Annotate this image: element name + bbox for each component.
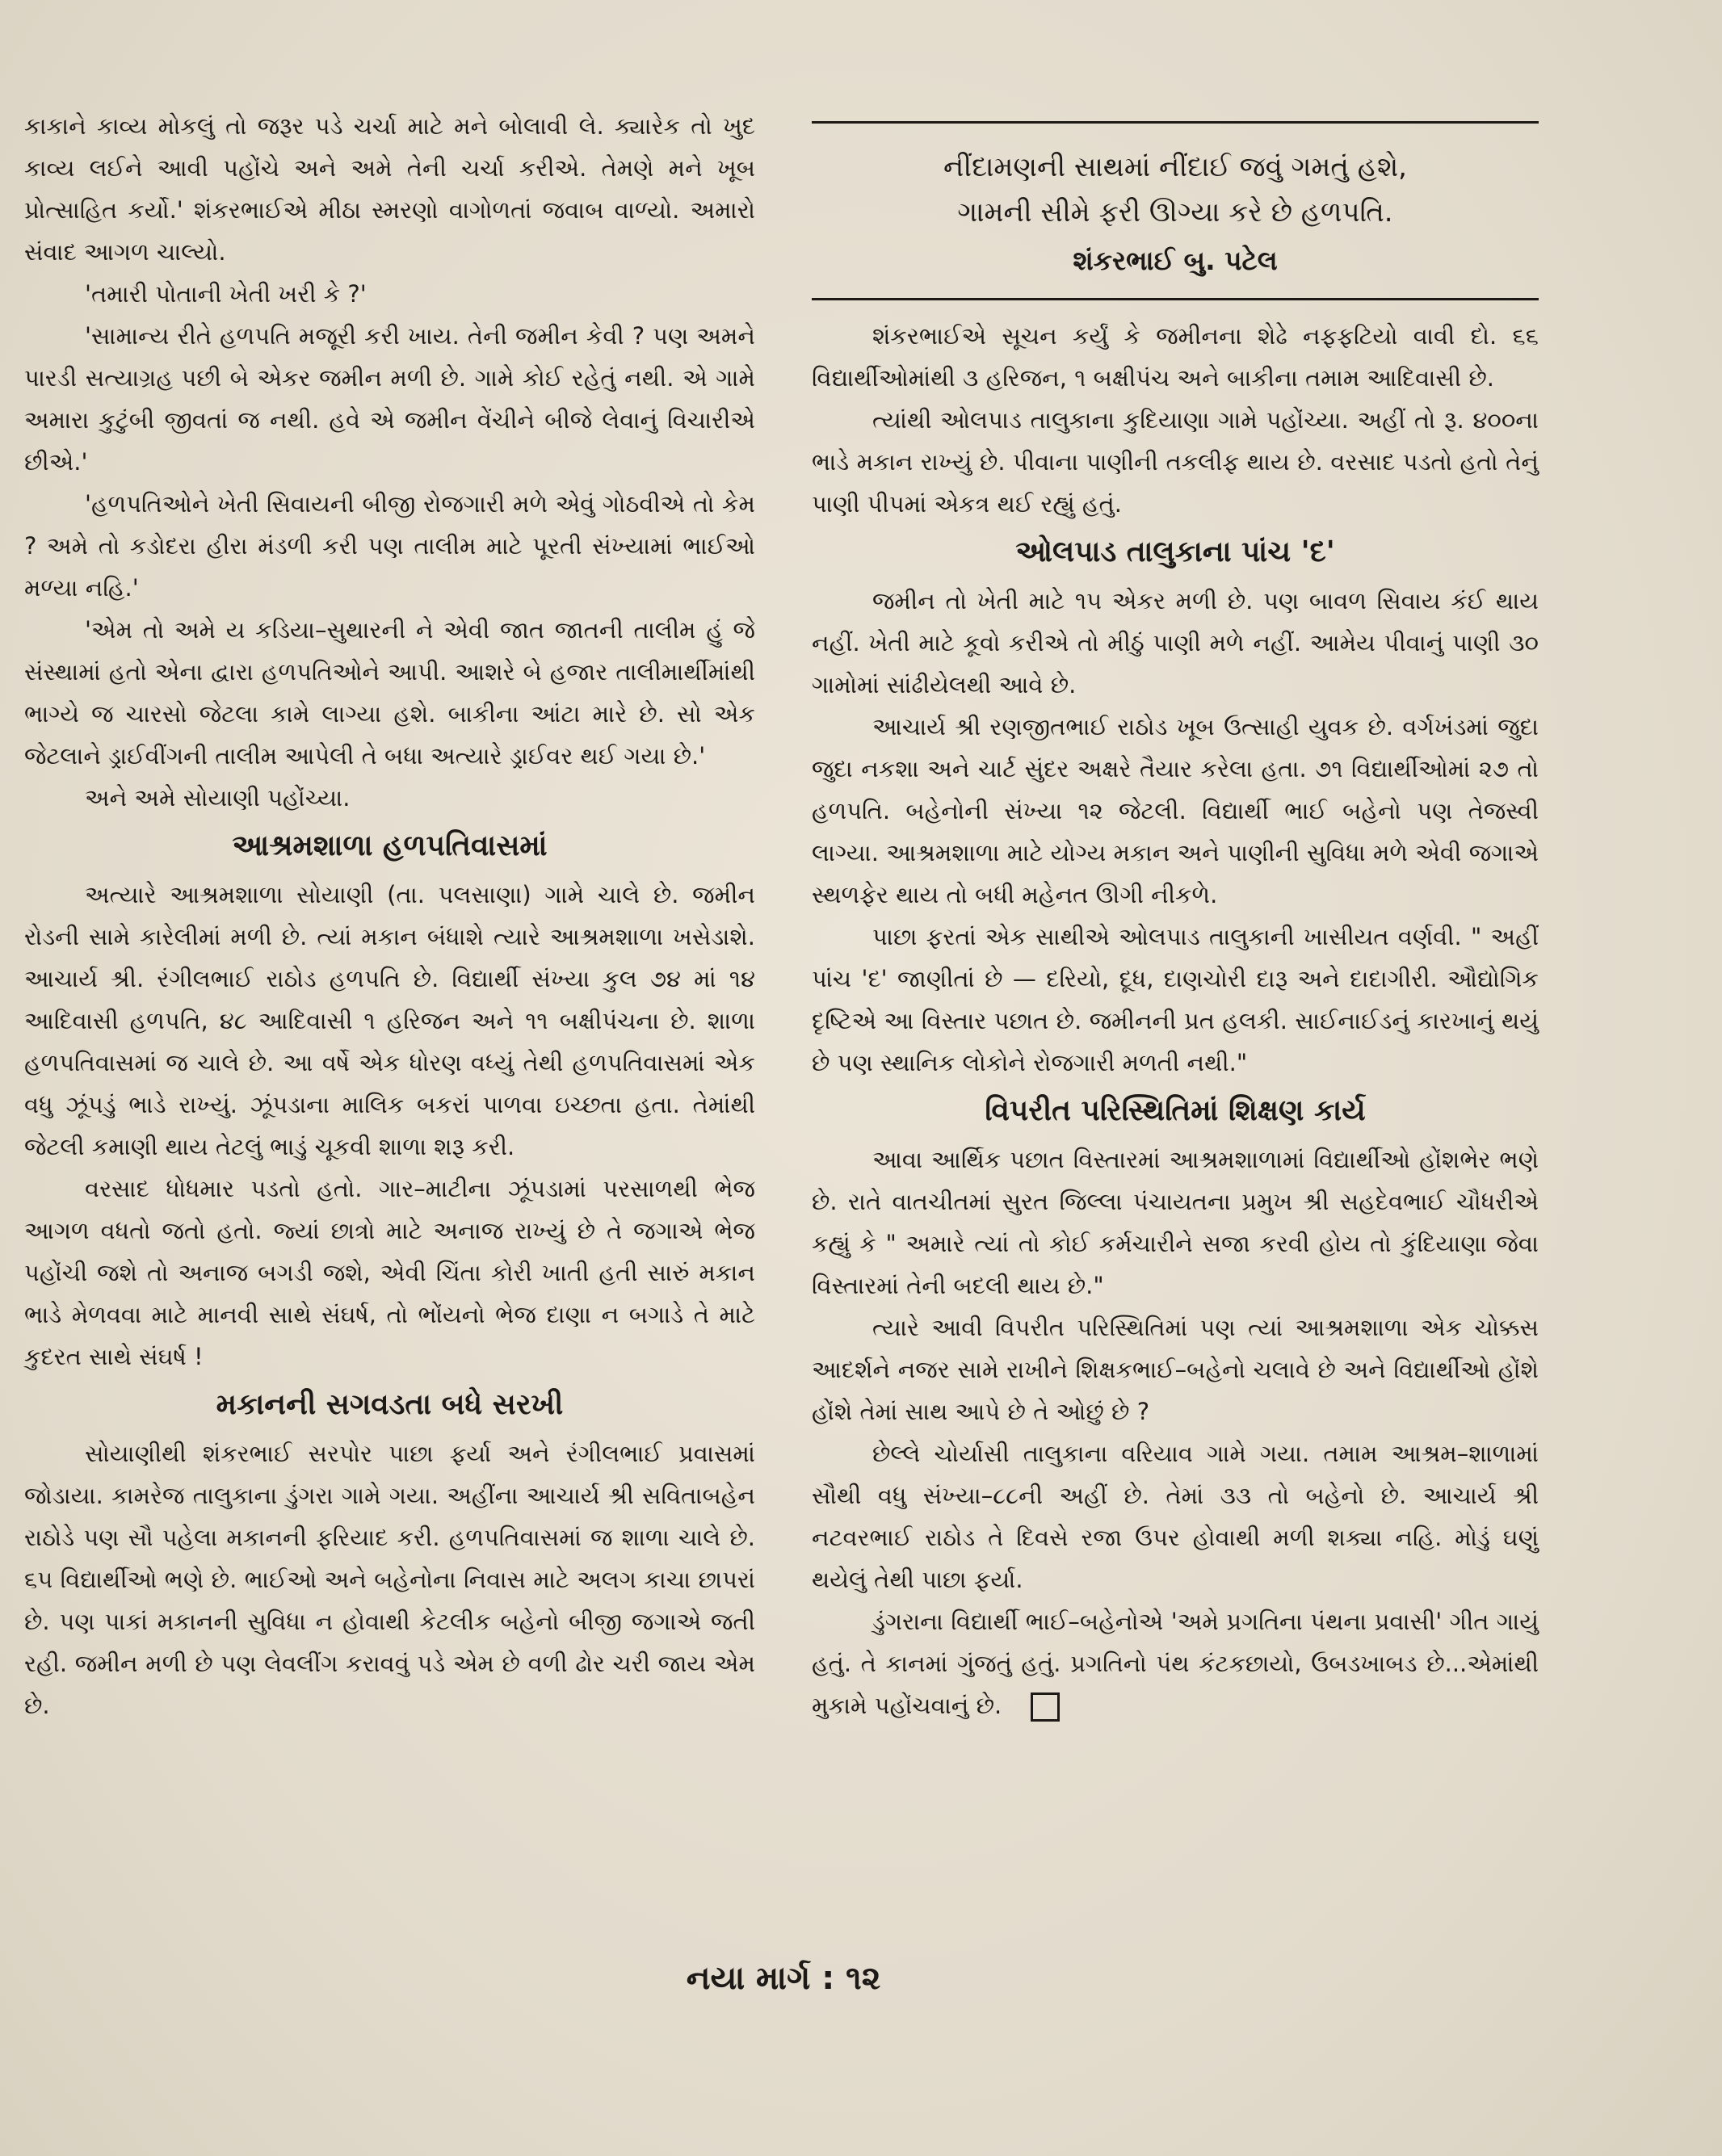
section-heading: મકાનની સગવડતા બધે સરખી [216, 1388, 564, 1421]
paragraph: છેલ્લે ચોર્યાસી તાલુકાના વરિયાવ ગામે ગયા. તમામ આશ્રમ–શાળામાં સૌથી વધુ સંખ્યા–૮૮ની અહીં છે. તેમાં ૩૩ તો બહેનો છે. આચાર્ય શ્રી નટવરભાઈ રાઠોડ તે દિવસે રજા ઉપર હોવાથી મળી શક્યા નહિ. મોડું ઘણું થયેલું તેથી પાછા ફર્યા. [812, 1440, 1539, 1593]
section-heading: વિપરીત પરિસ્થિતિમાં શિક્ષણ કાર્ય [985, 1094, 1366, 1127]
paragraph: શંકરભાઈએ સૂચન કર્યું કે જમીનના શેઢે નફફટિયો વાવી દો. ૬૬ વિદ્યાર્થીઓમાંથી ૩ હરિજન, ૧ બક્ષીપંચ અને બાકીના તમામ આદિવાસી છે. [812, 322, 1539, 392]
paragraph: કાકાને કાવ્ય મોકલું તો જરૂર પડે ચર્ચા માટે મને બોલાવી લે. ક્યારેક તો ખુદ કાવ્ય લઈને આવી પહોંચે અને અમે તેની ચર્ચા કરીએ. તેમણે મને ખૂબ પ્રોત્સાહિત કર્યો.' શંકરભાઈએ મીઠા સ્મરણો વાગોળતાં જવાબ વાળ્યો. અમારો સંવાદ આગળ ચાલ્યો. [24, 112, 755, 266]
poem-line: ગામની સીમે ફરી ઊગ્યા કરે છે હળપતિ. [957, 196, 1393, 229]
paragraph: સોયાણીથી શંકરભાઈ સરપોર પાછા ફર્યા અને રંગીલભાઈ પ્રવાસમાં જોડાયા. કામરેજ તાલુકાના ડુંગરા ગામે ગયા. અહીંના આચાર્ય શ્રી સવિતાબહેન રાઠોડે પણ સૌ પહેલા મકાનની ફરિયાદ કરી. હળપતિવાસમાં જ શાળા ચાલે છે. ૬૫ વિદ્યાર્થીઓ ભણે છે. ભાઈઓ અને બહેનોના નિવાસ માટે અલગ કાચા છાપરાં છે. પણ પાકાં મકાનની સુવિધા ન હોવાથી કેટલીક બહેનો બીજી જગાએ જતી રહી. જમીન મળી છે પણ લેવલીંગ કરાવવું પડે એમ છે વળી ઢોર ચરી જાય એમ છે. [24, 1440, 755, 1719]
end-mark-icon [1031, 1693, 1060, 1722]
paragraph: પાછા ફરતાં એક સાથીએ ઓલપાડ તાલુકાની ખાસીયત વર્ણવી. " અહીં પાંચ 'દ' જાણીતાં છે — દરિયો, દૂધ, દાણચોરી દારૂ અને દાદાગીરી. ઔદ્યોગિક દૃષ્ટિએ આ વિસ્તાર પછાત છે. જમીનની પ્રત હલકી. સાઈનાઈડનું કારખાનું થયું છે પણ સ્થાનિક લોકોને રોજગારી મળતી નથી." [812, 923, 1539, 1076]
paragraph: વરસાદ ધોધમાર પડતો હતો. ગાર–માટીના ઝૂંપડામાં પરસાળથી ભેજ આગળ વધતો જતો હતો. જ્યાં છાત્રો માટે અનાજ રાખ્યું છે તે જગાએ ભેજ પહોંચી જશે તો અનાજ બગડી જશે, એવી ચિંતા કોરી ખાતી હતી સારું મકાન ભાડે મેળવવા માટે માનવી સાથે સંઘર્ષ, તો ભોંયનો ભેજ દાણા ન બગાડે તે માટે કુદરત સાથે સંઘર્ષ ! [24, 1175, 755, 1370]
left-column [24, 105, 755, 1726]
paragraph [812, 1600, 1539, 1726]
poem-author: શંકરભાઈ બુ. પટેલ [1073, 245, 1278, 276]
poem-box [812, 121, 1539, 300]
section-heading: આશ્રમશાળા હળપતિવાસમાં [232, 829, 548, 862]
paragraph: અત્યારે આશ્રમશાળા સોયાણી (તા. પલસાણા) ગામે ચાલે છે. જમીન રોડની સામે કારેલીમાં મળી છે. ત્યાં મકાન બંધાશે ત્યારે આશ્રમશાળા ખસેડાશે. આચાર્ય શ્રી. રંગીલભાઈ રાઠોડ હળપતિ છે. વિદ્યાર્થી સંખ્યા કુલ ૭૪ માં ૧૪ આદિવાસી હળપતિ, ૪૮ આદિવાસી ૧ હરિજન અને ૧૧ બક્ષીપંચના છે. શાળા હળપતિવાસમાં જ ચાલે છે. આ વર્ષે એક ધોરણ વધ્યું તેથી હળપતિવાસમાં એક વધુ ઝૂંપડું ભાડે રાખ્યું. ઝૂંપડાના માલિક બકરાં પાળવા ઇચ્છતા હતા. તેમાંથી જેટલી કમાણી થાય તેટલું ભાડું ચૂકવી શાળા શરૂ કરી. [24, 881, 755, 1160]
right-column [812, 105, 1539, 1726]
poem-line: નીંદામણની સાથમાં નીંદાઈ જવું ગમતું હશે, [943, 151, 1407, 183]
paragraph: ત્યાંથી ઓલપાડ તાલુકાના કુદિયાણા ગામે પહોંચ્યા. અહીં તો રૂ. ૪૦૦ના ભાડે મકાન રાખ્યું છે. પીવાના પાણીની તકલીફ થાય છે. વરસાદ પડતો હતો તેનું પાણી પીપમાં એકત્ર થઈ રહ્યું હતું. [812, 406, 1539, 518]
paragraph: આચાર્ય શ્રી રણજીતભાઈ રાઠોડ ખૂબ ઉત્સાહી યુવક છે. વર્ગખંડમાં જુદા જુદા નકશા અને ચાર્ટ સુંદર અક્ષરે તૈયાર કરેલા હતા. ૭૧ વિદ્યાર્થીઓમાં ૨૭ તો હળપતિ. બહેનોની સંખ્યા ૧૨ જેટલી. વિદ્યાર્થી ભાઈ બહેનો પણ તેજસ્વી લાગ્યા. આશ્રમશાળા માટે યોગ્ય મકાન અને પાણીની સુવિધા મળે એવી જગાએ સ્થળફેર થાય તો બધી મહેનત ઊગી નીકળે. [812, 713, 1539, 908]
paragraph: 'હળપતિઓને ખેતી સિવાયની બીજી રોજગારી મળે એવું ગોઠવીએ તો કેમ ? અમે તો કડોદરા હીરા મંડળી કરી પણ તાલીમ માટે પૂરતી સંખ્યામાં ભાઈઓ મળ્યા નહિ.' [24, 490, 755, 602]
paragraph-text: ડુંગરાના વિદ્યાર્થી ભાઈ–બહેનોએ 'અમે પ્રગતિના પંથના પ્રવાસી' ગીત ગાયું હતું. તે કાનમાં ગુંજતું હતું. પ્રગતિનો પંથ કંટકછાયો, ઉબડખાબડ છે...એમાંથી મુકામે પહોંચવાનું છે. [812, 1608, 1539, 1719]
paragraph: અને અમે સોયાણી પહોંચ્યા. [85, 784, 351, 812]
page-footer: નયા માર્ગ : ૧૨ [686, 1960, 881, 1997]
paragraph: 'સામાન્ય રીતે હળપતિ મજૂરી કરી ખાય. તેની જમીન કેવી ? પણ અમને પારડી સત્યાગ્રહ પછી બે એકર જમીન મળી છે. ગામે કોઈ રહેતું નથી. એ ગામે અમારા કુટુંબી જીવતાં જ નથી. હવે એ જમીન વેંચીને બીજે લેવાનું વિચારીએ છીએ.' [24, 322, 755, 476]
paragraph: આવા આર્થિક પછાત વિસ્તારમાં આશ્રમશાળામાં વિદ્યાર્થીઓ હોંશભેર ભણે છે. રાતે વાતચીતમાં સુરત જિલ્લા પંચાયતના પ્રમુખ શ્રી સહદેવભાઈ ચૌધરીએ કહ્યું કે " અમારે ત્યાં તો કોઈ કર્મચારીને સજા કરવી હોય તો કુંદિયાણા જેવા વિસ્તારમાં તેની બદલી થાય છે." [812, 1146, 1539, 1299]
paragraph: 'તમારી પોતાની ખેતી ખરી કે ?' [85, 280, 367, 308]
section-heading: ઓલપાડ તાલુકાના પાંચ 'દ' [1015, 535, 1335, 568]
paragraph: ત્યારે આવી વિપરીત પરિસ્થિતિમાં પણ ત્યાં આશ્રમશાળા એક ચોક્કસ આદર્શને નજર સામે રાખીને શિક્ષકભાઈ–બહેનો ચલાવે છે અને વિદ્યાર્થીઓ હોંશે હોંશે તેમાં સાથ આપે છે તે ઓછું છે ? [812, 1314, 1539, 1425]
paragraph: જમીન તો ખેતી માટે ૧૫ એકર મળી છે. પણ બાવળ સિવાય કંઈ થાય નહીં. ખેતી માટે કૂવો કરીએ તો મીઠું પાણી મળે નહીં. આમેય પીવાનું પાણી ૩૦ ગામોમાં સાંઢીયેલથી આવે છે. [812, 587, 1539, 698]
paragraph: 'એમ તો અમે ય કડિયા–સુથારની ને એવી જાત જાતની તાલીમ હું જે સંસ્થામાં હતો એના દ્વારા હળપતિઓને આપી. આશરે બે હજાર તાલીમાર્થીમાંથી ભાગ્યે જ ચારસો જેટલા કામે લાગ્યા હશે. બાકીના આંટા મારે છે. સો એક જેટલાને ડ્રાઈવીંગની તાલીમ આપેલી તે બધા અત્યારે ડ્રાઈવર થઈ ગયા છે.' [24, 616, 755, 770]
